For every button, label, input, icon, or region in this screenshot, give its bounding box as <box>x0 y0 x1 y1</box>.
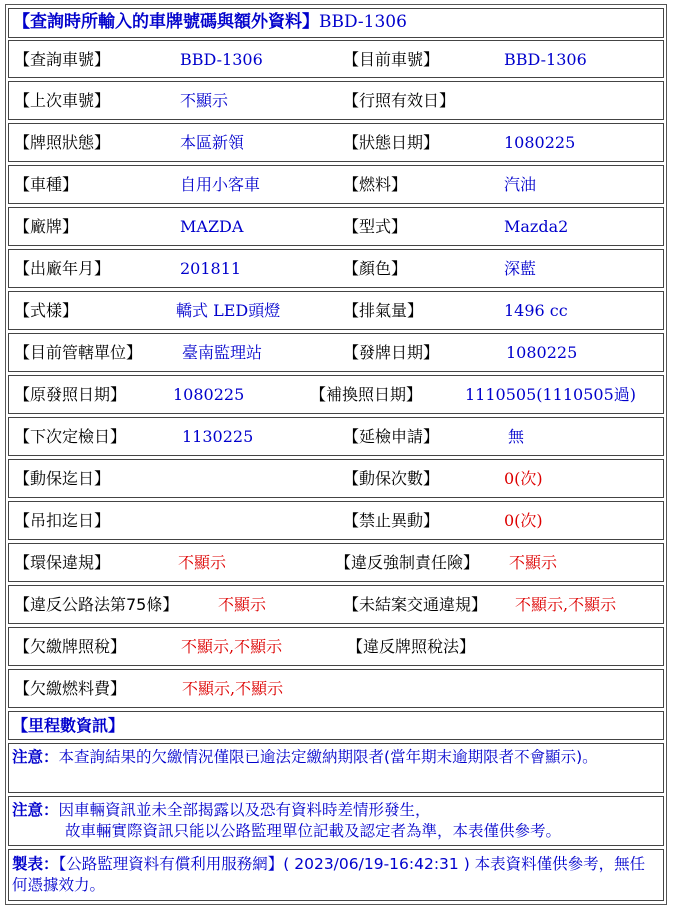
row-5 <box>8 249 664 288</box>
report-footer <box>8 849 664 901</box>
note-arrears-text: 本查詢結果的欠繳情況僅限已逾法定繳納期限者(當年期末逾期限者不會顯示)。 <box>58 748 598 766</box>
row-11 <box>8 501 664 540</box>
label-suspension-end: 【吊扣迄日】 <box>14 511 111 530</box>
label-license-valid-date: 【行照有效日】 <box>343 91 456 110</box>
label-original-license-date: 【原發照日期】 <box>14 385 127 404</box>
label-vehicle-type: 【車種】 <box>14 175 79 194</box>
value-highway-act-violation: 不顯示 <box>218 595 267 614</box>
row-15 <box>8 669 664 708</box>
row-9 <box>8 417 664 456</box>
value-reissue-date: 1110505(1110505過) <box>465 385 637 404</box>
label-fuel: 【燃料】 <box>343 175 408 194</box>
label-model: 【型式】 <box>343 217 408 236</box>
label-current-plate: 【目前車號】 <box>343 50 440 69</box>
row-3 <box>8 165 664 204</box>
label-license-tax-violation: 【違反牌照稅法】 <box>347 637 476 656</box>
label-open-traffic-violations: 【未結案交通違規】 <box>343 595 488 614</box>
value-displacement: 1496 cc <box>504 301 568 320</box>
label-insurance-violation: 【違反強制責任險】 <box>335 553 480 572</box>
label-chattel-mortgage-end: 【動保迄日】 <box>14 469 111 488</box>
row-10 <box>8 459 664 498</box>
label-displacement: 【排氣量】 <box>343 301 424 320</box>
value-original-license-date: 1080225 <box>173 385 245 404</box>
query-header <box>8 8 664 38</box>
label-status-date: 【狀態日期】 <box>343 133 440 152</box>
label-body-style: 【式樣】 <box>14 301 79 320</box>
label-issue-date: 【發牌日期】 <box>343 343 440 362</box>
value-transfer-ban: 0(次) <box>504 511 543 530</box>
note-disclaimer <box>8 796 664 846</box>
value-unpaid-fuel-fee: 不顯示,不顯示 <box>182 679 284 698</box>
value-fuel: 汽油 <box>504 175 537 194</box>
query-header-label: 【查詢時所輸入的車牌號碼與額外資料】 <box>13 12 319 32</box>
value-issue-date: 1080225 <box>506 343 578 362</box>
row-6 <box>8 291 664 330</box>
label-brand: 【廠牌】 <box>14 217 79 236</box>
row-8 <box>8 375 664 414</box>
row-2 <box>8 123 664 162</box>
value-jurisdiction: 臺南監理站 <box>182 343 263 362</box>
value-body-style: 轎式 LED頭燈 <box>176 301 281 320</box>
value-current-plate: BBD-1306 <box>504 50 587 69</box>
value-open-traffic-violations: 不顯示,不顯示 <box>515 595 617 614</box>
value-environmental-violation: 不顯示 <box>178 553 227 572</box>
label-manufacture-date: 【出廠年月】 <box>14 259 111 278</box>
label-unpaid-license-tax: 【欠繳牌照稅】 <box>14 637 127 656</box>
mileage-label: 【里程數資訊】 <box>12 716 125 735</box>
label-plate-status: 【牌照狀態】 <box>14 133 111 152</box>
row-0 <box>8 40 664 78</box>
value-previous-plate: 不顯示 <box>180 91 229 110</box>
value-color: 深藍 <box>504 259 537 278</box>
value-model: Mazda2 <box>504 217 569 236</box>
note-disclaimer-line1: 因車輛資訊並未全部揭露以及恐有資料時差情形發生， <box>58 801 431 819</box>
value-query-plate: BBD-1306 <box>180 50 263 69</box>
label-inspection-extension: 【延檢申請】 <box>343 427 440 446</box>
note-disclaimer-line2: 故車輛實際資訊只能以公路監理單位記載及認定者為準，本表僅供參考。 <box>65 822 562 840</box>
note-disclaimer-prefix: 注意： <box>12 801 59 819</box>
row-14 <box>8 627 664 666</box>
mileage-section <box>8 711 664 740</box>
note-arrears <box>8 743 664 793</box>
note-arrears-prefix: 注意： <box>12 748 59 766</box>
label-unpaid-fuel-fee: 【欠繳燃料費】 <box>14 679 127 698</box>
row-1 <box>8 81 664 120</box>
value-inspection-extension: 無 <box>508 427 525 446</box>
label-transfer-ban: 【禁止異動】 <box>343 511 440 530</box>
label-chattel-mortgage-count: 【動保次數】 <box>343 469 440 488</box>
label-highway-act-violation: 【違反公路法第75條】 <box>14 595 179 614</box>
value-brand: MAZDA <box>180 217 244 236</box>
label-previous-plate: 【上次車號】 <box>14 91 111 110</box>
footer-prefix: 製表： <box>12 855 59 873</box>
label-query-plate: 【查詢車號】 <box>14 50 111 69</box>
label-next-inspection: 【下次定檢日】 <box>14 427 127 446</box>
value-insurance-violation: 不顯示 <box>509 553 558 572</box>
label-reissue-date: 【補換照日期】 <box>310 385 423 404</box>
query-header-plate: BBD-1306 <box>319 12 407 32</box>
value-status-date: 1080225 <box>504 133 576 152</box>
label-jurisdiction: 【目前管轄單位】 <box>14 343 143 362</box>
label-color: 【顏色】 <box>343 259 408 278</box>
value-next-inspection: 1130225 <box>182 427 254 446</box>
label-environmental-violation: 【環保違規】 <box>14 553 111 572</box>
value-manufacture-date: 201811 <box>180 259 242 278</box>
value-vehicle-type: 自用小客車 <box>180 175 261 194</box>
value-chattel-mortgage-count: 0(次) <box>504 469 543 488</box>
row-7 <box>8 333 664 372</box>
row-13 <box>8 585 664 624</box>
row-4 <box>8 207 664 246</box>
value-unpaid-license-tax: 不顯示,不顯示 <box>181 637 283 656</box>
value-plate-status: 本區新領 <box>180 133 245 152</box>
footer-text: 【公路監理資料有償利用服務網】( 2023/06/19-16:42:31 ) 本表資料僅供參考，無任何憑據效力。 <box>12 855 646 894</box>
row-12 <box>8 543 664 582</box>
